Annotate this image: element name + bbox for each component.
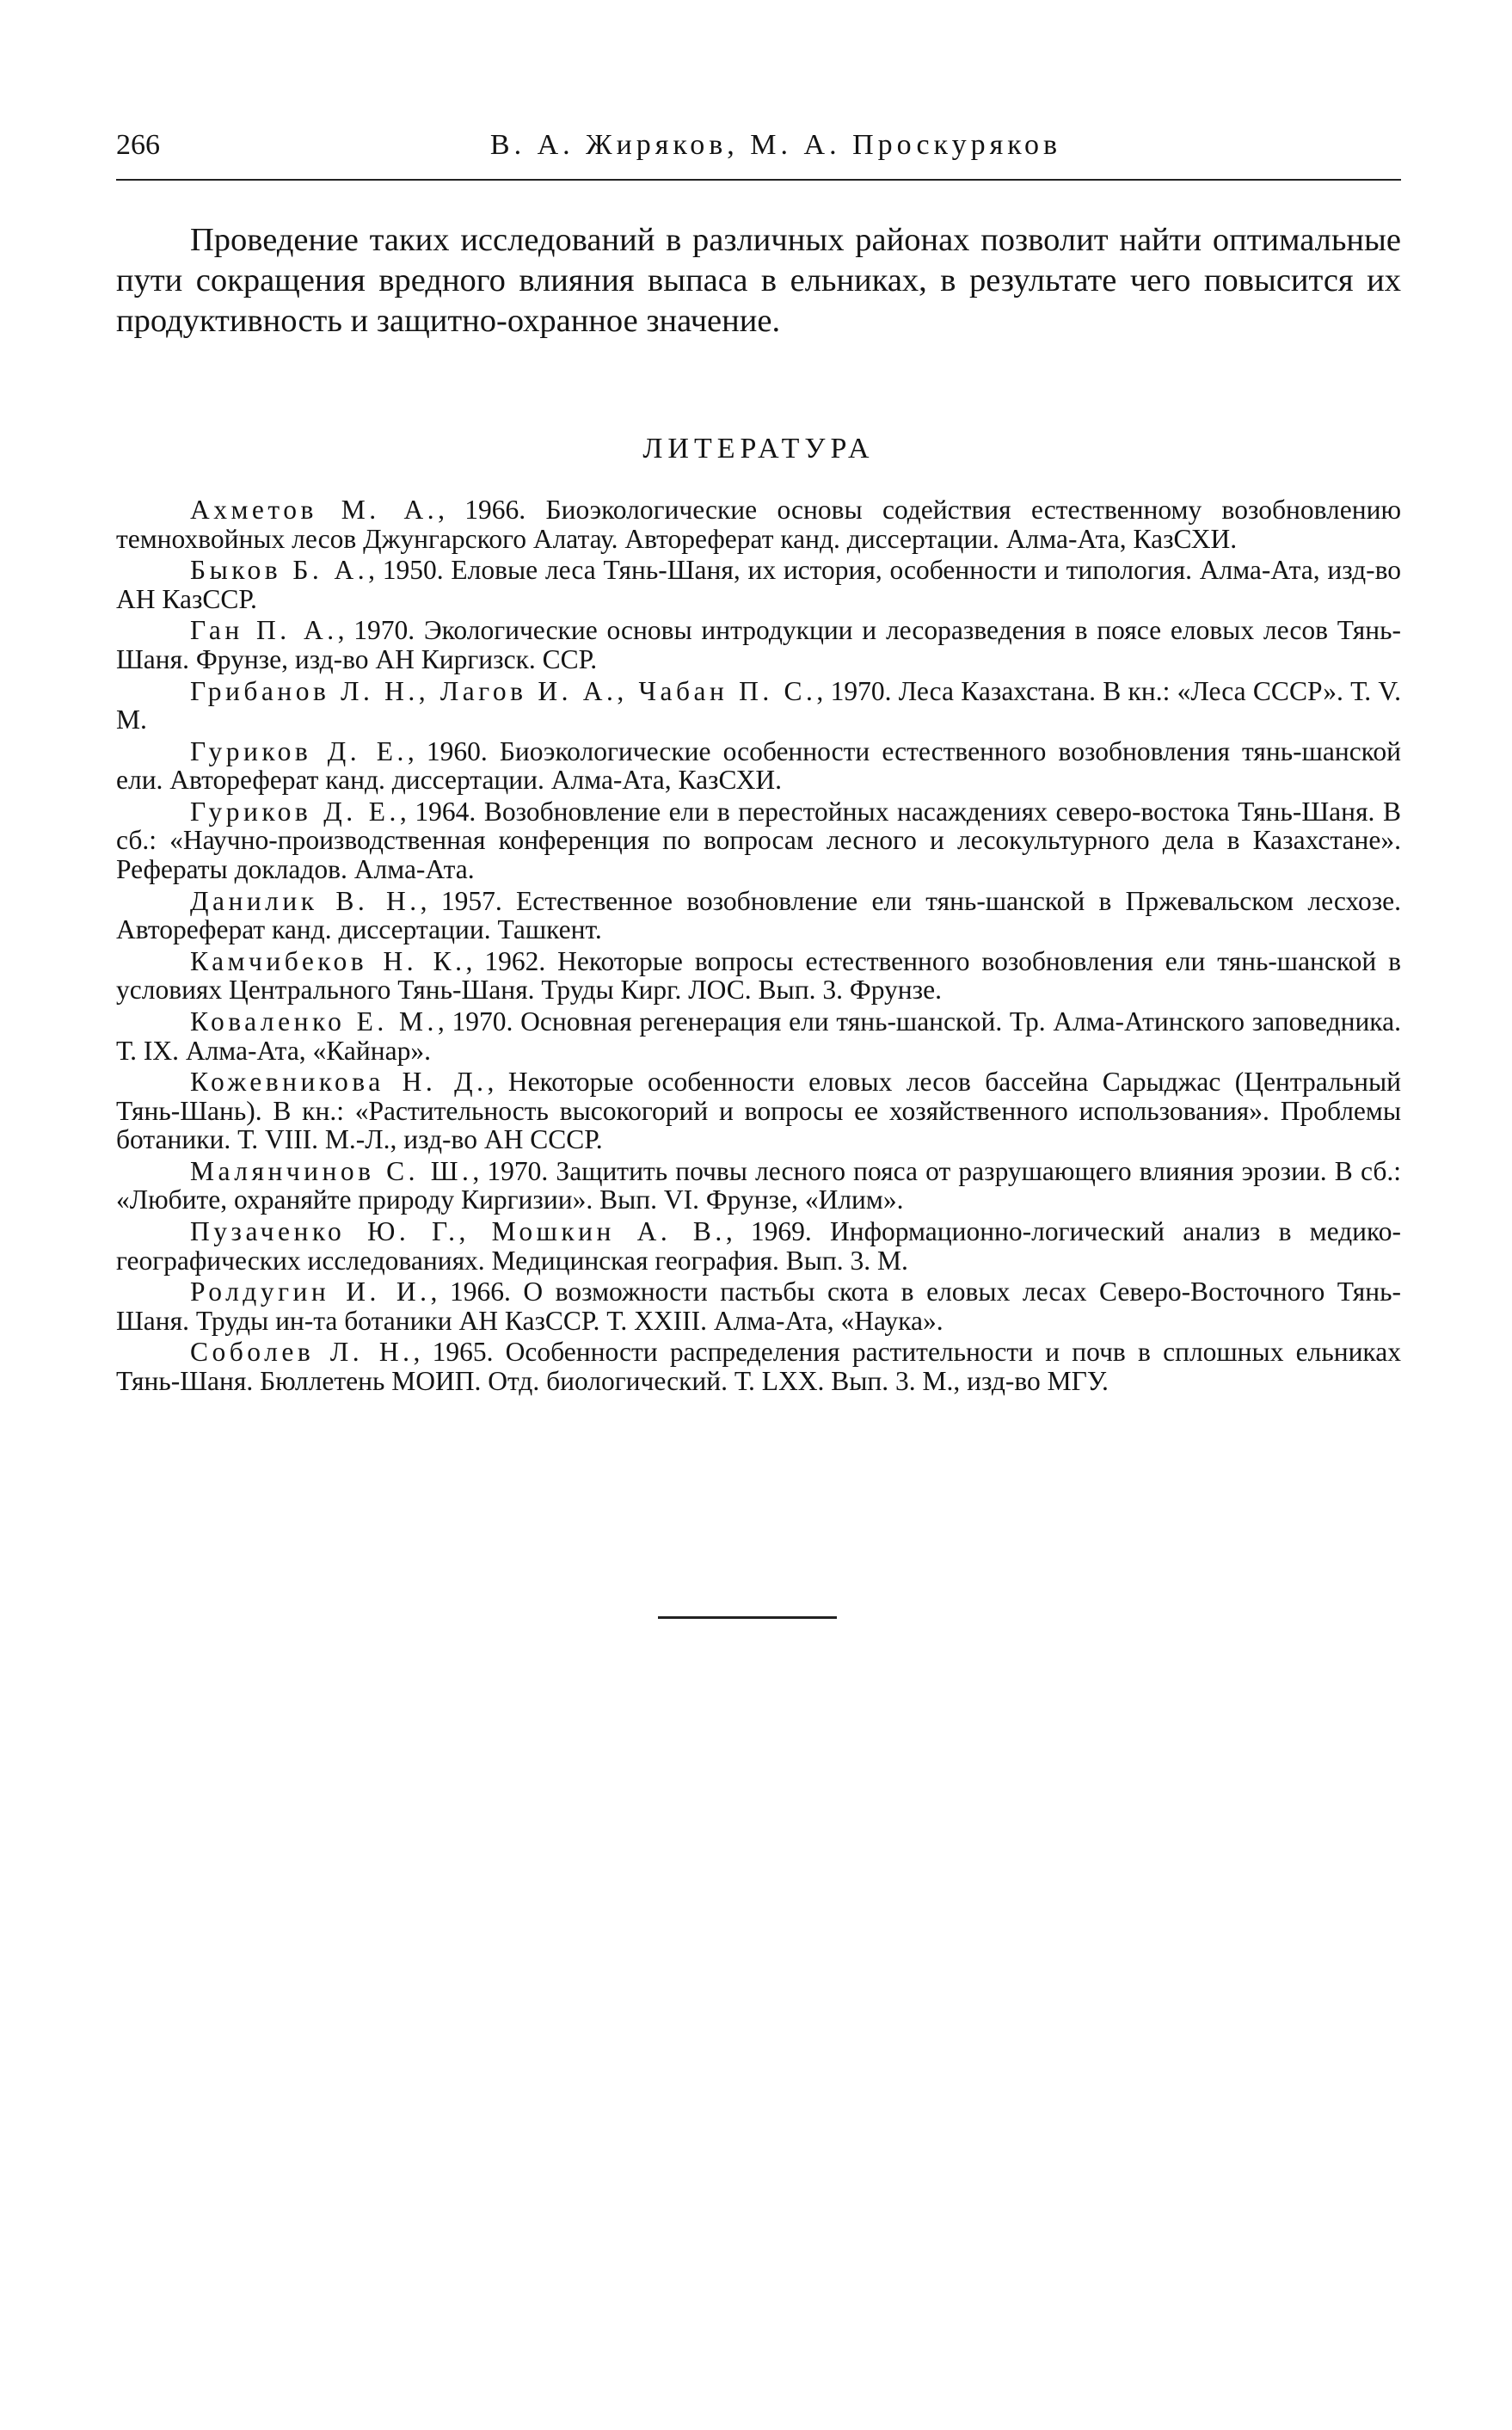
reference-text: , 1966. Биоэкологические основы содействия естественному возобновлению темнохвойных лесов Джунгарского Алатау. Автореферат канд. диссертации. Алма-Ата, КазСХИ. (116, 495, 1401, 554)
reference-author: Ахметов М. А. (190, 495, 439, 525)
page-number: 266 (116, 129, 160, 161)
reference-author: Кожевникова Н. Д. (190, 1067, 488, 1098)
reference-entry (116, 616, 1401, 674)
reference-author: Коваленко Е. М. (190, 1006, 438, 1037)
reference-text: , 1966. О возможности пастьбы скота в еловых лесах Северо-Восточного Тянь-Шаня. Труды ин-та ботаники АН КазССР. Т. XXIII. Алма-Ата, «Наука». (116, 1277, 1401, 1336)
reference-text: , 1970. Леса Казахстана. В кн.: «Леса СССР». Т. V. М. (116, 675, 1401, 735)
running-head: В. А. Жиряков, М. А. Проскуряков (489, 129, 1062, 161)
reference-author: Соболев Л. Н. (190, 1337, 414, 1368)
reference-text: , 1960. Биоэкологические особенности естественного возобновления тянь-шанской ели. Автореферат канд. диссертации. Алма-Ата, КазСХИ. (116, 735, 1401, 796)
intro-paragraph: Проведение таких исследований в различных районах позволит найти оптимальные пути сокращения вредного влияния выпаса в ельниках, в результате чего повысится их продуктивность и защитно-охранное значение. (116, 222, 1401, 339)
reference-author: Малянчинов С. Ш. (190, 1155, 473, 1186)
reference-text: , 1970. Экологические основы интродукции и лесоразведения в поясе еловых лесов Тянь-Шаня. Фрунзе, изд-во АН Киргизск. ССР. (116, 615, 1401, 674)
reference-author: Данилик В. Н. (190, 885, 421, 916)
end-rule (658, 1616, 837, 1619)
literature-heading: ЛИТЕРАТУРА (642, 433, 875, 464)
reference-author: Гуриков Д. Е. (190, 735, 408, 766)
header-rule (116, 179, 1401, 181)
reference-text: , 1965. Особенности распределения растительности и почв в сплошных ельниках Тянь-Шаня. Бюллетень МОИП. Отд. биологический. Т. LXX. Вып. 3. М., изд-во МГУ. (116, 1337, 1401, 1396)
reference-author: Камчибеков Н. К. (190, 945, 466, 976)
page-header (116, 129, 1401, 172)
reference-text: , 1962. Некоторые вопросы естественного возобновления ели тянь-шанской в условиях Центрального Тянь-Шаня. Труды Кирг. ЛОС. Вып. 3. Фрунзе. (116, 945, 1402, 1006)
reference-author: Ган П. А. (190, 615, 338, 646)
reference-text: , 1970. Защитить почвы лесного пояса от разрушающего влияния эрозии. В сб.: «Любите, охраняйте природу Киргизии». Вып. VI. Фрунзе, «Илим». (116, 1155, 1401, 1215)
reference-text: , 1964. Возобновление ели в перестойных насаждениях северо-востока Тянь-Шаня. В сб.: «Научно-производственная конференция по вопросам лесного и лесокультурного дела в Казахстане». Рефераты докладов. Алма-Ата. (116, 796, 1401, 884)
reference-text: , 1969. Информационно-логический анализ в медико-географических исследованиях. Медицинская география. Вып. 3. М. (116, 1216, 1401, 1276)
reference-entry (116, 556, 1401, 613)
reference-entry (116, 797, 1401, 884)
reference-entry (116, 677, 1401, 735)
reference-entry (116, 1277, 1401, 1335)
reference-text: , 1950. Еловые леса Тянь-Шаня, их история, особенности и типология. Алма-Ата, изд-во АН КазССР. (116, 555, 1401, 614)
reference-entry (116, 1067, 1401, 1154)
reference-text: , 1970. Основная регенерация ели тянь-шанской. Тр. Алма-Атинского заповедника. Т. IX. Алма-Ата, «Кайнар». (116, 1006, 1401, 1066)
reference-text: , 1957. Естественное возобновление ели тянь-шанской в Пржевальском лесхозе. Автореферат канд. диссертации. Ташкент. (116, 885, 1402, 945)
reference-author: Пузаченко Ю. Г., Мошкин А. В. (190, 1216, 726, 1247)
reference-entry (116, 1157, 1401, 1215)
reference-author: Ролдугин И. И. (190, 1277, 431, 1307)
reference-entry (116, 1007, 1401, 1065)
reference-list (116, 495, 1401, 1399)
page (116, 0, 1401, 2430)
reference-author: Грибанов Л. Н., Лагов И. А., Чабан П. С. (190, 675, 817, 706)
reference-entry (116, 947, 1401, 1005)
reference-entry (116, 1217, 1401, 1275)
reference-entry (116, 887, 1401, 944)
reference-entry (116, 1338, 1401, 1395)
reference-text: , Некоторые особенности еловых лесов бассейна Сарыджас (Центральный Тянь-Шань). В кн.: «Растительность высокогорий и вопросы ее хозяйственного использования». Проблемы ботаники. Т. VIII. М.-Л., изд-во АН СССР. (116, 1067, 1401, 1155)
reference-author: Гуриков Д. Е. (190, 796, 400, 827)
reference-entry (116, 737, 1401, 795)
reference-author: Быков Б. А. (190, 555, 369, 586)
reference-entry (116, 495, 1401, 553)
